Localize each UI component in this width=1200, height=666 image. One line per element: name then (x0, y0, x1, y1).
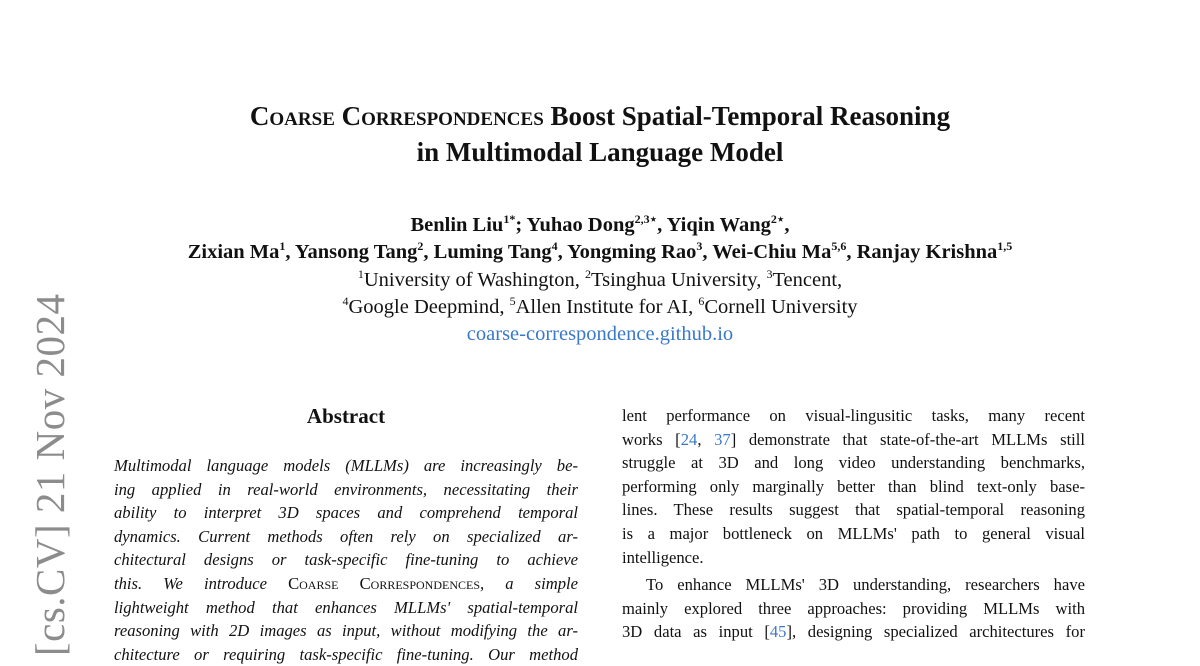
author-name: Yuhao Dong (526, 214, 635, 236)
affiliation: Google Deepmind, (348, 296, 510, 318)
author-sup: 1 (503, 212, 510, 226)
affiliation: Tencent, (772, 269, 843, 291)
affiliations (0, 267, 1200, 348)
paper-title (0, 98, 1200, 170)
arxiv-stamp-text: [cs.CV] 21 Nov 2024 (27, 293, 73, 656)
project-link[interactable]: coarse-correspondence.github.io (466, 323, 734, 345)
author-sup: 2⋆ (770, 212, 785, 226)
affiliation: Cornell University (704, 296, 858, 318)
abstract-line: chitecture or requiring task-specific fine-tuning. Our method (114, 644, 578, 664)
citation-link[interactable]: 37 (714, 429, 731, 449)
affiliation: Allen Institute for AI, (515, 296, 699, 318)
affil-sup: 1 (357, 267, 364, 281)
intro-text: ], designing specialized architectures for (786, 622, 1085, 642)
author-sep: ; (515, 214, 527, 236)
method-name-inline: Coarse Correspondences (288, 573, 481, 593)
abstract-line (114, 572, 578, 596)
author-name: Zixian Ma (187, 241, 280, 263)
author-sep: , (784, 214, 790, 236)
intro-line (622, 428, 1085, 452)
intro-line (622, 620, 1085, 644)
intro-line: is a major bottleneck on MLLMs' path to general visual (622, 523, 1085, 543)
intro-column (622, 404, 1085, 644)
intro-paragraph-2 (622, 573, 1085, 644)
citation-link[interactable]: 45 (769, 622, 787, 642)
affiliation-line-1 (0, 267, 1200, 294)
affil-sup: 2 (585, 267, 591, 281)
title-line-1 (0, 98, 1200, 134)
author-sup: 2,3⋆ (634, 212, 658, 226)
intro-paragraph-1 (622, 404, 1085, 569)
author-list (0, 212, 1200, 266)
author-name: Benlin Liu (410, 214, 504, 236)
project-link-line (0, 321, 1200, 348)
author-name: Yongming Rao (567, 241, 697, 263)
intro-line: struggle at 3D and long video understanding benchmarks, (622, 453, 1085, 473)
arxiv-stamp (24, 293, 76, 656)
abstract-text: , a simple (480, 573, 578, 593)
abstract-line: ability to interpret 3D spaces and comprehend temporal (114, 503, 578, 523)
intro-text: works [ (622, 429, 681, 449)
abstract-line: dynamics. Current methods often rely on specialized ar- (114, 526, 578, 546)
intro-line: To enhance MLLMs' 3D understanding, researchers have (646, 575, 1085, 595)
author-sup: 1,5 (997, 239, 1013, 253)
author-sup: 4 (551, 239, 558, 253)
abstract-heading: Abstract (306, 404, 386, 428)
affil-sup: 4 (342, 294, 349, 308)
abstract-text: this. We introduce (114, 573, 289, 593)
author-mark: * (509, 212, 516, 226)
citation-link[interactable]: 24 (680, 429, 698, 449)
method-name: Coarse Correspondences (249, 101, 544, 131)
author-name: Luming Tang (433, 241, 552, 263)
abstract-line: ing applied in real-world environments, necessitating their (114, 479, 578, 499)
abstract-line: Multimodal language models (MLLMs) are increasingly be- (114, 456, 578, 475)
intro-line: lent performance on visual-lingusitic tasks, many recent (622, 406, 1085, 425)
intro-line: mainly explored three approaches: providing MLLMs with (622, 598, 1085, 618)
author-sep: , (657, 214, 667, 236)
intro-text: 3D data as input [ (622, 622, 770, 642)
intro-text: , (697, 429, 715, 449)
author-name: Yiqin Wang (666, 214, 771, 236)
abstract-line: lightweight method that enhances MLLMs' spatial-temporal (114, 597, 578, 617)
title-line-2: in Multimodal Language Model (416, 137, 784, 167)
author-name: Wei-Chiu Ma (712, 241, 832, 263)
affiliation: Tsinghua University, (591, 269, 767, 291)
affil-sup: 6 (698, 294, 705, 308)
abstract-body (114, 454, 578, 666)
abstract-line: chitectural designs or task-specific fine-tuning to achieve (114, 550, 578, 570)
author-sup: 3 (696, 239, 703, 253)
author-sup: 1 (279, 239, 286, 253)
affil-sup: 5 (509, 294, 516, 308)
affiliation-line-2 (0, 294, 1200, 321)
affil-sup: 3 (766, 267, 773, 281)
author-name: Yansong Tang (294, 241, 418, 263)
intro-line: performing only marginally better than blind text-only base- (622, 476, 1085, 496)
intro-line: lines. These results suggest that spatial-temporal reasoning (622, 500, 1085, 520)
intro-line: intelligence. (622, 547, 704, 567)
abstract-line: reasoning with 2D images as input, without modifying the ar- (114, 621, 578, 641)
author-sup: 5,6 (831, 239, 847, 253)
title-line-1-rest: Boost Spatial-Temporal Reasoning (543, 101, 951, 131)
author-sup: 2 (417, 239, 424, 253)
author-line-1 (0, 212, 1200, 239)
intro-text: ] demonstrate that state-of-the-art MLLMs still (730, 429, 1086, 449)
affiliation: University of Washington, (363, 269, 585, 291)
author-name: Ranjay Krishna (856, 241, 998, 263)
author-line-2: Zixian Ma$^1$, Yansong Tang$^2$, Luming Tang$^4$, Yongming Rao$^3$, Wei-Chiu Ma$^{5,6}$, Ranjay Krishna$^{1,5}$ (187, 239, 1013, 263)
